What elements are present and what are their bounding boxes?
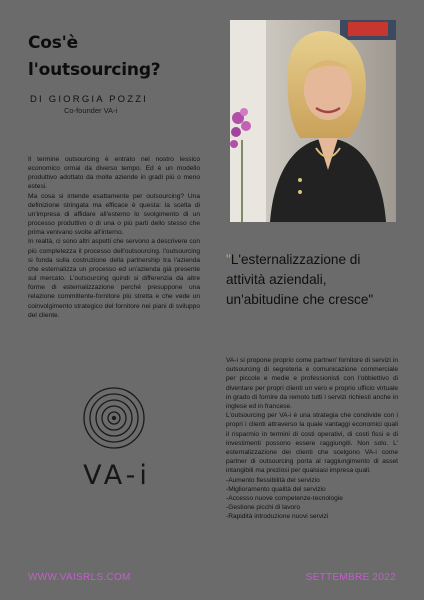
- body-paragraph-1: VA-i si propone proprio come partner/ fornitore di servizi in outsourcing di segreteria e comunicazione commerciale per piccole e medie e professionisti con l'obbiettivo di diventare per propri clienti un vero e proprio ufficio virtuale in grado di fornire da remoto tutti i servizi richiesti anche in inglese ed in francese.: [226, 357, 398, 411]
- brand-logo-text: VA-i: [83, 460, 151, 491]
- title-line-1: Cos'è: [28, 33, 79, 53]
- pull-quote: [226, 250, 402, 310]
- issue-date: SETTEMBRE 2022: [305, 572, 396, 583]
- list-item: -Rapidità introduzione nuovi servizi: [226, 513, 329, 521]
- list-item: -Gestione picchi di lavoro: [226, 504, 301, 512]
- list-item: -Accesso nuove competenze-tecnologie: [226, 495, 343, 503]
- author-role: Co-founder VA-i: [64, 106, 118, 115]
- intro-column: [28, 155, 200, 320]
- quote-text: L'esternalizzazione di attività aziendali, un'abitudine che cresce: [226, 252, 369, 307]
- intro-paragraph-3: In realtà, ci sono altri aspetti che servono a descrivere con più completezza il processo dell'outsourcing. l'outsourcing si fonda sulla costruzione della partnership tra l'azienda che esternalizza un processo ed un'azienda già presente sul mercato. L'outsourcing quindi si differenzia da altre forme di esternalizzazione perché presuppone una relazione committente-fornitore più stretta e che vede un coinvolgimento strategico del fornitore nei piani di sviluppo del cliente.: [28, 238, 200, 319]
- intro-paragraph-2: Ma cosa si intende esattamente per outsourcing? Una definizione stringata ma efficace è questa: la scelta di un'impresa di affidare all'esterno lo svolgimento di un processo produttivo o di una o più parti dello stesso che prima venivano svolte all'interno.: [28, 192, 200, 237]
- author-photo: [230, 20, 396, 222]
- benefits-list: [226, 476, 398, 522]
- website-link[interactable]: WWW.VAISRLS.COM: [28, 572, 131, 583]
- quote-open-mark: ": [226, 252, 231, 267]
- list-item: -Aumento flessibilità del servizio: [226, 476, 320, 484]
- author-byline: DI GIORGIA POZZI: [30, 94, 149, 105]
- quote-close-mark: ": [368, 292, 374, 307]
- body-paragraph-2: L'outsourcing per VA-i è una strategia che condivide con i propri i clienti attraverso la quale vantaggi economici quali il risparmio in termini di costi operativi, di costi fissi e di investimenti possono essere raggiungiti. Non solo. L' esternalizzazione dei clienti che scelgono VA-i come partner di outsourcing porta al raggiungimento di asset intangibili ma preziosi per qualsiasi impresa quali.: [226, 412, 398, 475]
- list-item: -Miglioramento qualità del servizio: [226, 485, 326, 493]
- portrait-image-icon: [230, 20, 396, 222]
- body-column: [226, 356, 398, 522]
- intro-paragraph-1: Il termine outsourcing è entrato nel nostro lessico economico ormai da diverso tempo. Ed è un modello produttivo adottato da molte aziende in gradi più o meno estesi.: [28, 156, 200, 191]
- article-title: [28, 30, 228, 84]
- title-line-2: l'outsourcing?: [28, 60, 161, 80]
- concentric-circles-logo-icon: [82, 386, 146, 450]
